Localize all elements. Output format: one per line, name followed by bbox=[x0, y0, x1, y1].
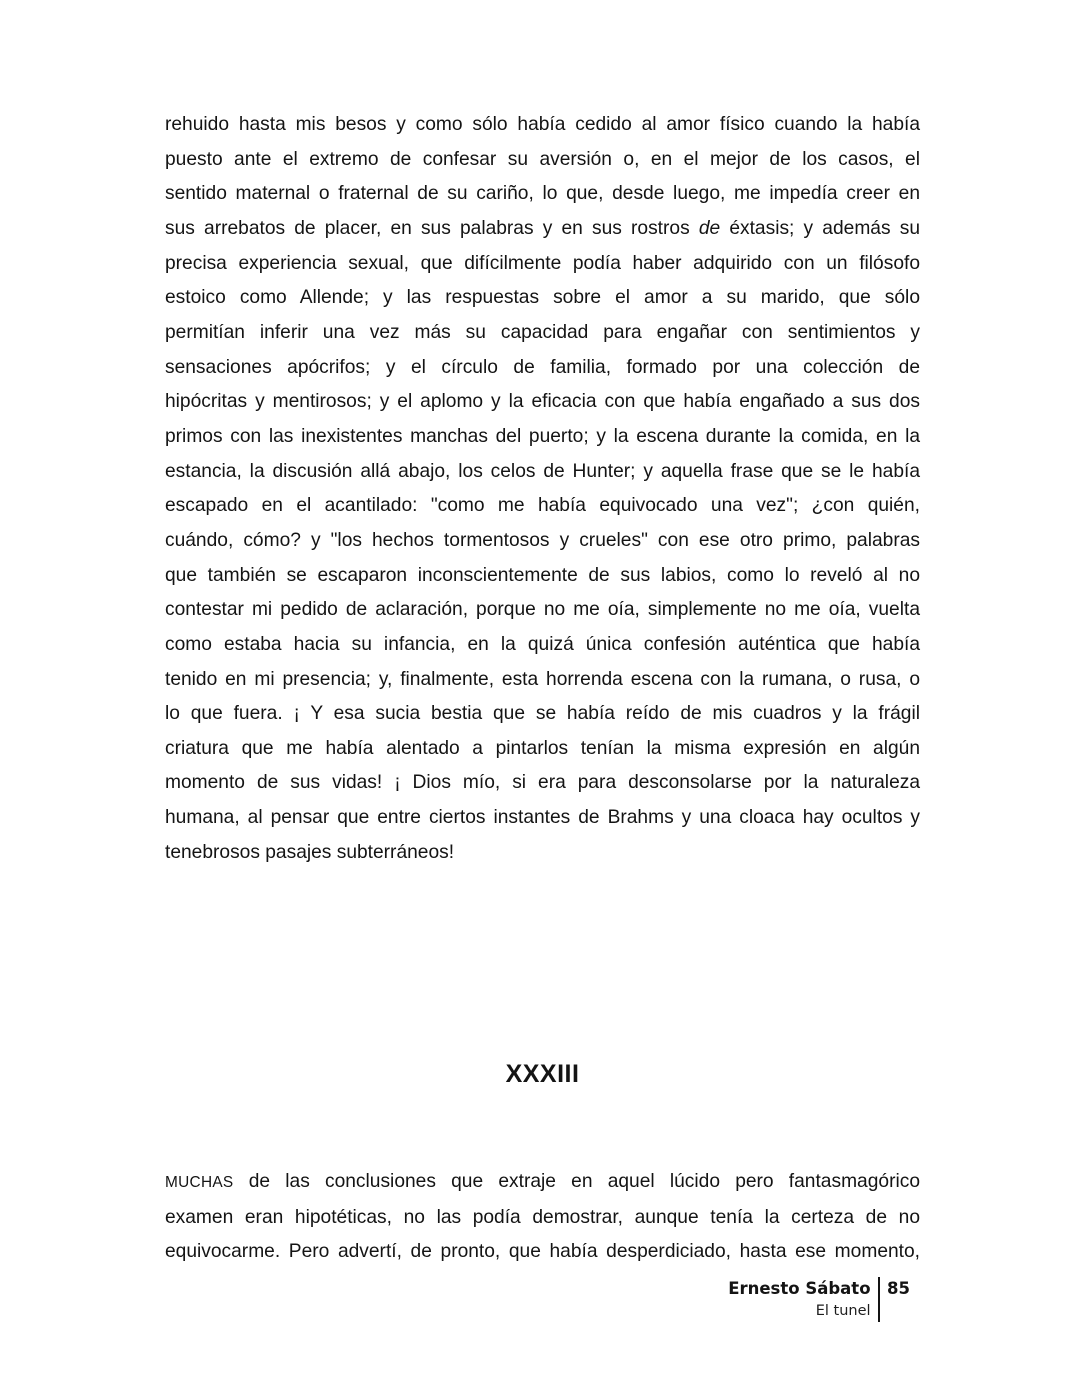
text-segment: de las conclusiones que extraje en aquel lúcido pero fantasmagórico bbox=[233, 1171, 920, 1192]
page-footer bbox=[728, 1277, 910, 1322]
text-line: estoico como Allende; y las respuestas sobre el amor a su marido, que sólo bbox=[165, 287, 920, 309]
text-line: hipócritas y mentirosos; y el aplomo y la eficacia con que había engañado a sus dos bbox=[165, 391, 920, 413]
text-line: que también se escaparon inconscientemente de sus labios, como lo reveló al no bbox=[165, 564, 920, 586]
text-line bbox=[165, 212, 920, 247]
italic-text-segment: de bbox=[698, 217, 721, 239]
footer-book-title: El tunel bbox=[815, 1303, 871, 1319]
text-line: estancia, la discusión allá abajo, los celos de Hunter; y aquella frase que se le había bbox=[165, 460, 920, 482]
text-line: sensaciones apócrifos; y el círculo de familia, formado por una colección de bbox=[165, 356, 920, 378]
text-line: contestar mi pedido de aclaración, porque no me oía, simplemente no me oía, vuelta bbox=[165, 599, 920, 621]
text-line: primos con las inexistentes manchas del puerto; y la escena durante la comida, en la bbox=[165, 425, 920, 447]
paragraph-1 bbox=[165, 108, 920, 870]
text-segment: éxtasis; y además su bbox=[720, 217, 920, 239]
text-line: sentido maternal o fraternal de su cariño, lo que, desde luego, me impedía creer en bbox=[165, 183, 920, 205]
text-line: criatura que me había alentado a pintarlos tenían la misma expresión en algún bbox=[165, 737, 920, 759]
text-line: lo que fuera. ¡ Y esa sucia bestia que se había reído de mis cuadros y la frágil bbox=[165, 703, 920, 725]
text-line: tenido en mi presencia; y, finalmente, esta horrenda escena con la rumana, o rusa, o bbox=[165, 668, 920, 690]
text-line: cuándo, cómo? y "los hechos tormentosos y crueles" con ese otro primo, palabras bbox=[165, 529, 920, 551]
text-line: examen eran hipotéticas, no las podía demostrar, aunque tenía la certeza de no bbox=[165, 1206, 920, 1228]
text-line: permitían inferir una vez más su capacidad para engañar con sentimientos y bbox=[165, 321, 920, 343]
footer-text-block bbox=[728, 1277, 870, 1322]
text-line: como estaba hacia su infancia, en la quizá única confesión auténtica que había bbox=[165, 633, 920, 655]
text-line: equivocarme. Pero advertí, de pronto, que había desperdiciado, hasta ese momento, bbox=[165, 1241, 920, 1263]
text-line: humana, al pensar que entre ciertos instantes de Brahms y una cloaca hay ocultos y bbox=[165, 807, 920, 829]
footer-page-number: 85 bbox=[887, 1279, 910, 1298]
text-line: tenebrosos pasajes subterráneos! bbox=[165, 841, 455, 863]
text-line: rehuido hasta mis besos y como sólo había cedido al amor físico cuando la había bbox=[165, 114, 920, 135]
paragraph-2 bbox=[165, 1165, 920, 1270]
small-caps-lead-word: MUCHAS bbox=[165, 1174, 234, 1191]
chapter-heading: XXXIII bbox=[505, 1060, 580, 1088]
text-line: precisa experiencia sexual, que difícilmente podía haber adquirido con un filósofo bbox=[165, 252, 920, 274]
text-line: puesto ante el extremo de confesar su aversión o, en el mejor de los casos, el bbox=[165, 148, 920, 170]
text-segment: sus arrebatos de placer, en sus palabras y en sus rostros bbox=[165, 217, 699, 239]
text-line: escapado en el acantilado: "como me había equivocado una vez"; ¿con quién, bbox=[165, 495, 920, 517]
text-line bbox=[165, 1165, 920, 1201]
footer-author: Ernesto Sábato bbox=[728, 1279, 871, 1298]
text-line: momento de sus vidas! ¡ Dios mío, si era para desconsolarse por la naturaleza bbox=[165, 772, 920, 794]
